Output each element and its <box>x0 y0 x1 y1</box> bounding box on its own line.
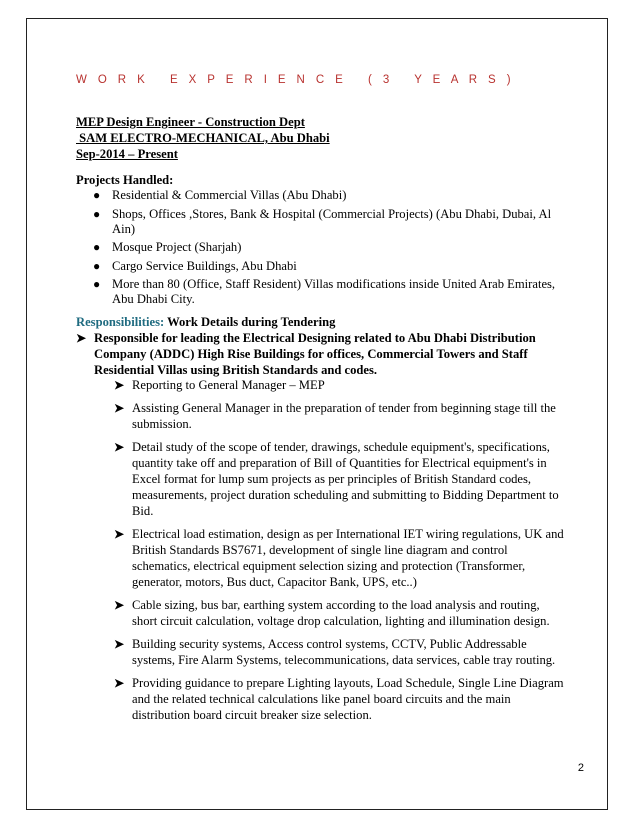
list-item <box>92 207 572 237</box>
arrow-bullet-icon: ➤ <box>114 676 125 690</box>
bullet-icon: ● <box>93 188 101 202</box>
job-company: SAM ELECTRO-MECHANICAL, Abu Dhabi <box>76 131 330 145</box>
project-text: Shops, Offices ,Stores, Bank & Hospital (Commercial Projects) (Abu Dhabi, Dubai, Al Ain) <box>112 206 552 236</box>
responsibility-text: Reporting to General Manager – MEP <box>132 378 325 392</box>
responsibility-main-text: Responsible for leading the Electrical Designing related to Abu Dhabi Distribution Company (ADDC) High Rise Buildings for offices, Commercial Towers and Staff Residential Villas using British Standards and codes. <box>94 331 536 377</box>
project-text: Residential & Commercial Villas (Abu Dhabi) <box>112 188 347 202</box>
arrow-bullet-icon: ➤ <box>114 401 125 415</box>
responsibilities-list <box>114 377 566 730</box>
arrow-bullet-icon: ➤ <box>114 440 125 454</box>
responsibility-text: Building security systems, Access control systems, CCTV, Public Addressable systems, Fire Alarm Systems, telecommunications, data services, cable tray routing. <box>132 637 556 667</box>
list-item <box>114 675 566 723</box>
list-item <box>92 277 572 307</box>
responsibility-text: Providing guidance to prepare Lighting layouts, Load Schedule, Single Line Diagram and the related technical calculations like panel board circuits and the main distribution board circuit breaker size selection. <box>132 676 564 722</box>
job-period: Sep-2014 – Present <box>76 147 178 161</box>
projects-list <box>92 188 572 311</box>
list-item <box>92 240 572 255</box>
list-item <box>92 188 572 203</box>
responsibilities-heading <box>76 314 335 330</box>
responsibility-text: Cable sizing, bus bar, earthing system according to the load analysis and routing, short circuit calculation, voltage drop calculation, lighting and illumination design. <box>132 598 550 628</box>
responsibility-text: Detail study of the scope of tender, drawings, schedule equipment's, specifications, quantity take off and preparation of Bill of Quantities for Electrical equipment's in Excel format for lump sum projects as per principles of British Standard codes, measurements, project duration scheduling and submitting to Bidding Department to Bid. <box>132 440 559 518</box>
responsibilities-label: Responsibilities: <box>76 315 165 329</box>
list-item <box>114 636 566 668</box>
list-item <box>114 526 566 590</box>
project-text: Cargo Service Buildings, Abu Dhabi <box>112 258 297 273</box>
bullet-icon: ● <box>93 277 101 292</box>
arrow-bullet-icon: ➤ <box>114 527 125 541</box>
list-item <box>92 259 572 274</box>
list-item <box>114 597 566 629</box>
responsibility-main <box>76 330 566 378</box>
projects-heading: Projects Handled: <box>76 173 174 187</box>
page-number: 2 <box>577 762 584 774</box>
list-item <box>114 400 566 432</box>
responsibilities-heading-rest: Work Details during Tendering <box>164 315 336 329</box>
arrow-bullet-icon: ➤ <box>76 331 87 345</box>
arrow-bullet-icon: ➤ <box>114 598 125 612</box>
responsibility-text: Assisting General Manager in the preparation of tender from beginning stage till the submission. <box>132 401 556 431</box>
list-item <box>114 439 566 519</box>
job-position: MEP Design Engineer - Construction Dept <box>76 115 305 129</box>
bullet-icon: ● <box>93 240 101 255</box>
bullet-icon: ● <box>93 206 101 221</box>
arrow-bullet-icon: ➤ <box>114 378 125 392</box>
arrow-bullet-icon: ➤ <box>114 637 125 651</box>
section-title: W O R K E X P E R I E N C E ( 3 Y E A R S ) <box>76 74 515 86</box>
project-text: More than 80 (Office, Staff Resident) Villas modifications inside United Arab Emirates, Abu Dhabi City. <box>112 277 556 307</box>
bullet-icon: ● <box>93 258 101 273</box>
responsibility-text: Electrical load estimation, design as per International IET wiring regulations, UK and British Standards BS7671, development of single line diagram and control schematics, electrical equipment selection sizing and protection (Transformer, generator, motors, Bus duct, Capacitor Bank, UPS, etc..) <box>132 527 564 589</box>
list-item <box>114 377 566 393</box>
project-text: Mosque Project (Sharjah) <box>112 240 242 255</box>
